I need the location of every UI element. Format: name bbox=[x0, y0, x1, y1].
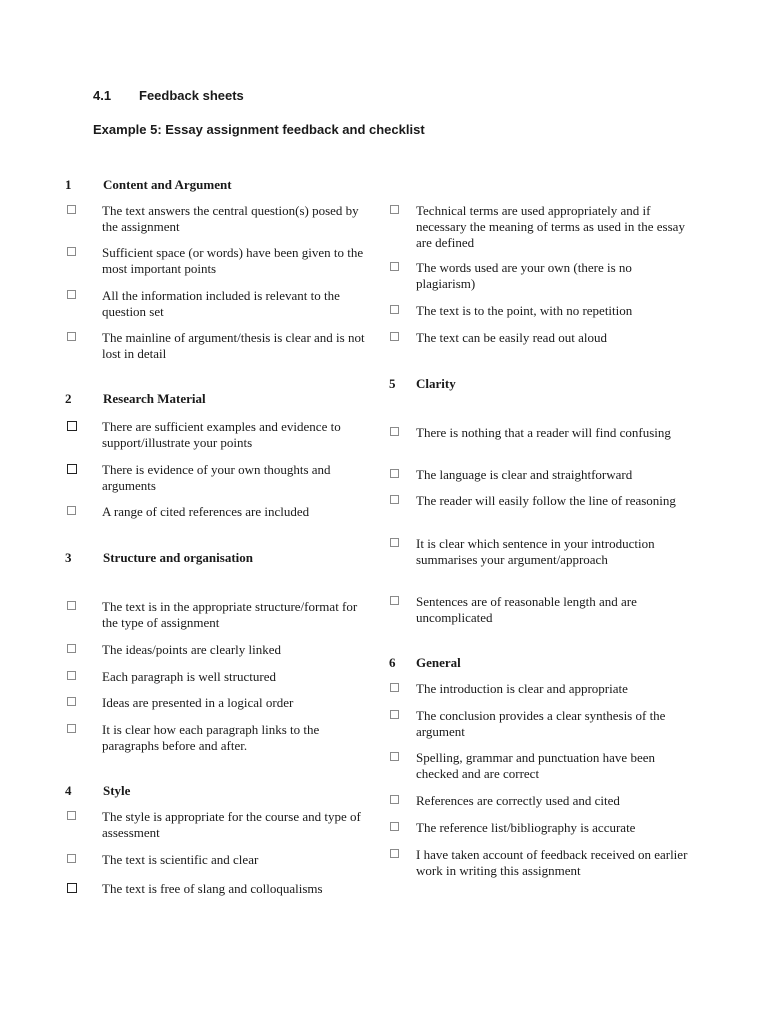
checklist-item-text: It is clear how each paragraph links to the paragraphs before and after. bbox=[102, 722, 320, 753]
checklist-item-text: The text is to the point, with no repetition bbox=[416, 303, 633, 318]
checkbox[interactable] bbox=[390, 683, 399, 692]
checkbox[interactable] bbox=[390, 427, 399, 436]
checkbox[interactable] bbox=[390, 495, 399, 504]
section-number: 5 bbox=[389, 376, 396, 391]
section-title: Research Material bbox=[103, 391, 206, 406]
checkbox[interactable] bbox=[390, 822, 399, 831]
checklist-item-text: A range of cited references are included bbox=[102, 504, 310, 519]
checkbox[interactable] bbox=[390, 469, 399, 478]
checklist-item-text: The mainline of argument/thesis is clear and is not lost in detail bbox=[102, 330, 365, 361]
checklist-item-text: The reader will easily follow the line of reasoning bbox=[416, 493, 676, 508]
heading-title: Feedback sheets bbox=[139, 88, 244, 103]
checklist-item-text: The style is appropriate for the course and type of assessment bbox=[102, 809, 361, 840]
heading-number: 4.1 bbox=[93, 88, 112, 103]
checklist-item-text: The text is free of slang and colloqualisms bbox=[102, 881, 323, 896]
checkbox[interactable] bbox=[67, 247, 76, 256]
section-title: General bbox=[416, 655, 461, 670]
checklist-item-text: There is nothing that a reader will find confusing bbox=[416, 425, 671, 440]
checklist-item-text: Ideas are presented in a logical order bbox=[102, 695, 294, 710]
checklist-item-text: The ideas/points are clearly linked bbox=[102, 642, 282, 657]
checklist-item-text: All the information included is relevant to the question set bbox=[102, 288, 340, 319]
checklist-item-text: Technical terms are used appropriately and if necessary the meaning of terms as used in the essay are defined bbox=[416, 203, 685, 250]
checkbox[interactable] bbox=[67, 644, 76, 653]
checklist-item-text: The text is scientific and clear bbox=[102, 852, 259, 867]
section-title: Structure and organisation bbox=[103, 550, 253, 565]
checkbox[interactable] bbox=[67, 883, 77, 893]
checkbox[interactable] bbox=[390, 795, 399, 804]
checklist-item-text: There are sufficient examples and evidence to support/illustrate your points bbox=[102, 419, 341, 450]
checkbox[interactable] bbox=[67, 205, 76, 214]
checkbox[interactable] bbox=[390, 596, 399, 605]
example-title: Example 5: Essay assignment feedback and checklist bbox=[93, 122, 425, 137]
checkbox[interactable] bbox=[390, 538, 399, 547]
checkbox[interactable] bbox=[390, 305, 399, 314]
checklist-item-text: The introduction is clear and appropriate bbox=[416, 681, 628, 696]
checkbox[interactable] bbox=[67, 464, 77, 474]
checklist-item-text: The conclusion provides a clear synthesis of the argument bbox=[416, 708, 666, 739]
checklist-item-text: The text answers the central question(s) posed by the assignment bbox=[102, 203, 359, 234]
checklist-item-text: The words used are your own (there is no plagiarism) bbox=[416, 260, 632, 291]
checklist-item-text: Spelling, grammar and punctuation have been checked and are correct bbox=[416, 750, 655, 781]
section-number: 4 bbox=[65, 783, 72, 798]
checkbox[interactable] bbox=[390, 710, 399, 719]
checklist-item-text: The text can be easily read out aloud bbox=[416, 330, 607, 345]
checkbox[interactable] bbox=[67, 811, 76, 820]
checkbox[interactable] bbox=[390, 205, 399, 214]
checkbox[interactable] bbox=[67, 724, 76, 733]
checkbox[interactable] bbox=[390, 262, 399, 271]
checkbox[interactable] bbox=[390, 849, 399, 858]
checklist-item-text: The text is in the appropriate structure/format for the type of assignment bbox=[102, 599, 358, 630]
checklist-item-text: The reference list/bibliography is accurate bbox=[416, 820, 636, 835]
checklist-item-text: It is clear which sentence in your introduction summarises your argument/approach bbox=[416, 536, 655, 567]
checklist-item-text: I have taken account of feedback received on earlier work in writing this assignment bbox=[416, 847, 688, 878]
checkbox[interactable] bbox=[67, 506, 76, 515]
section-heading bbox=[93, 88, 244, 103]
checklist-item-text: References are correctly used and cited bbox=[416, 793, 620, 808]
checklist-item-text: Sentences are of reasonable length and are uncomplicated bbox=[416, 594, 637, 625]
checklist-item-text: There is evidence of your own thoughts and arguments bbox=[102, 462, 331, 493]
checkbox[interactable] bbox=[390, 332, 399, 341]
section-number: 3 bbox=[65, 550, 72, 565]
section-number: 1 bbox=[65, 177, 72, 192]
section-title: Clarity bbox=[416, 376, 456, 391]
checkbox[interactable] bbox=[390, 752, 399, 761]
checkbox[interactable] bbox=[67, 601, 76, 610]
section-number: 2 bbox=[65, 391, 72, 406]
checklist-item-text: Each paragraph is well structured bbox=[102, 669, 276, 684]
checkbox[interactable] bbox=[67, 290, 76, 299]
checkbox[interactable] bbox=[67, 332, 76, 341]
section-title: Content and Argument bbox=[103, 177, 232, 192]
checkbox[interactable] bbox=[67, 697, 76, 706]
checkbox[interactable] bbox=[67, 671, 76, 680]
checkbox[interactable] bbox=[67, 421, 77, 431]
section-title: Style bbox=[103, 783, 131, 798]
checkbox[interactable] bbox=[67, 854, 76, 863]
checklist-item-text: The language is clear and straightforward bbox=[416, 467, 633, 482]
section-number: 6 bbox=[389, 655, 396, 670]
checklist-item-text: Sufficient space (or words) have been given to the most important points bbox=[102, 245, 364, 276]
